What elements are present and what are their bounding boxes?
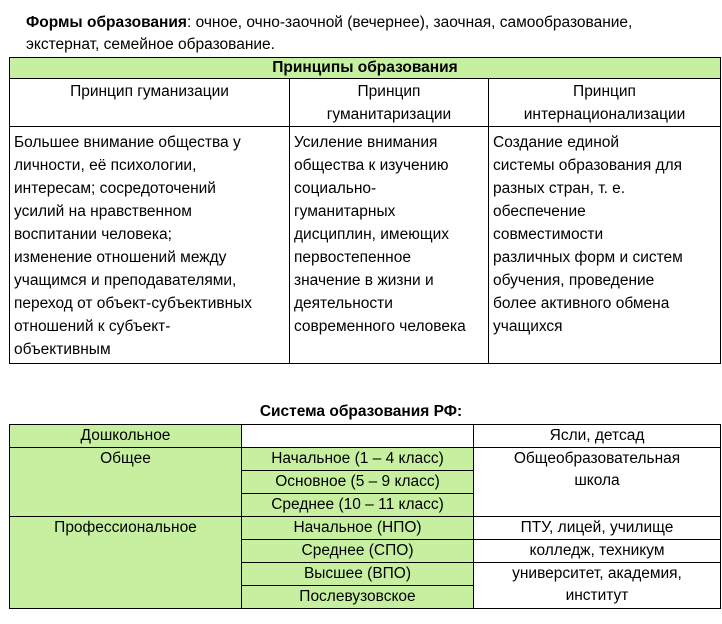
body-line: обеспечение [493,203,586,220]
body-line: совместимости [493,226,604,243]
body-line: изменение отношений между [14,249,227,266]
body-line: системы образования для [493,157,683,174]
institution-line: институт [565,587,629,604]
sublevel-general-secondary: Среднее (10 – 11 класс) [242,494,474,517]
education-forms-paragraph [26,12,706,56]
body-line: современного человека [294,318,466,335]
institution-spo: колледж, техникум [474,540,721,563]
header-line: Принцип гуманизации [70,83,229,100]
institution-line: Общеобразовательная [513,450,681,467]
header-line: Принцип [357,83,421,100]
principles-table [9,57,721,364]
education-forms-label: Формы образования [26,14,187,31]
sublevel-general-basic: Основное (5 – 9 класс) [242,471,474,494]
institution-general [474,448,721,517]
body-line: деятельности [294,295,393,312]
body-line: отношений к субъект- [14,318,171,335]
institution-vpo [474,563,721,609]
body-line: учащимся и преподавателями, [14,272,237,289]
principle-body-internationalization [489,127,721,364]
sublevel-vpo: Высшее (ВПО) [242,563,474,586]
institution-preschool: Ясли, детсад [474,425,721,448]
body-line: объективным [14,341,111,358]
institution-line: университет, академия, [512,565,682,582]
body-line: Большее внимание общества у [14,134,241,151]
body-line: учащихся [493,318,563,335]
level-general: Общее [10,448,242,517]
body-line: переход от объект-субъективных [14,295,253,312]
principle-header-humanitarization [290,79,489,127]
education-system-table [9,424,721,609]
header-line: интернационализации [523,106,686,123]
empty-cell [242,425,474,448]
principle-body-humanitarization [290,127,489,364]
principle-body-humanization [10,127,290,364]
body-line: обучения, проведение [493,272,655,289]
education-system-title: Система образования РФ: [259,403,463,420]
body-line: интересам; сосредоточений [14,180,216,197]
sublevel-spo: Среднее (СПО) [242,540,474,563]
principles-title: Принципы образования [10,58,721,79]
sublevel-postgraduate: Послевузовское [242,586,474,609]
body-line: Усиление внимания [294,134,438,151]
sublevel-general-primary: Начальное (1 – 4 класс) [242,448,474,471]
body-line: разных стран, т. е. [493,180,626,197]
principle-header-internationalization [489,79,721,127]
header-line: гуманитаризации [326,106,452,123]
education-forms-text: : очное, очно-заочной (вечернее), заочная, самообразование, экстернат, семейное образование. [26,14,633,53]
body-line: различных форм и систем [493,249,683,266]
institution-line: школа [574,472,620,489]
principle-header-humanization [10,79,290,127]
body-line: значение в жизни и [294,272,434,289]
header-line: Принцип [573,83,636,100]
sublevel-npo: Начальное (НПО) [242,517,474,540]
level-professional: Профессиональное [10,517,242,609]
body-line: усилий на нравственном [14,203,192,220]
level-preschool: Дошкольное [10,425,242,448]
body-line: личности, её психологии, [14,157,197,174]
institution-npo: ПТУ, лицей, училище [474,517,721,540]
body-line: более активного обмена [493,295,670,312]
body-line: воспитании человека; [14,226,172,243]
body-line: Создание единой [493,134,620,151]
body-line: дисциплин, имеющих [294,226,449,243]
body-line: гуманитарных [294,203,396,220]
body-line: социально- [294,180,377,197]
body-line: первостепенное [294,249,411,266]
body-line: общества к изучению [294,157,449,174]
